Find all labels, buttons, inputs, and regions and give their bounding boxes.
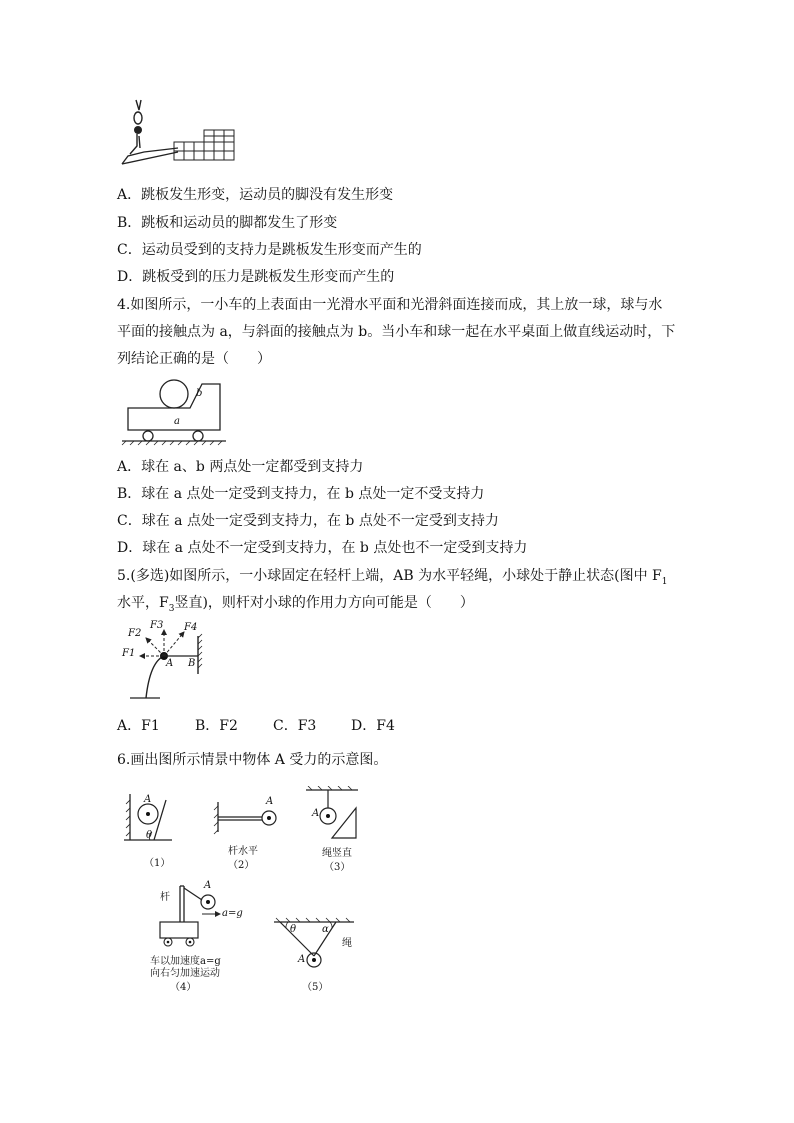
point-b-label: B [188, 658, 196, 669]
f3-label: F3 [150, 620, 164, 631]
fig3-label-a: A [312, 808, 320, 819]
q6-stem: 6.画出图所示情景中物体 A 受力的示意图。 [117, 752, 388, 768]
q5-option-a: A．F1 [117, 718, 160, 734]
q6-figure-1 [120, 790, 176, 869]
q6-figure-5 [272, 916, 356, 993]
q3-option-d: D．跳板受到的压力是跳板发生形变而产生的 [117, 269, 395, 285]
q6-figure-2 [208, 796, 288, 871]
fig4-note-line2: 向右匀加速运动 [150, 968, 220, 979]
fig5-label-theta: θ [290, 924, 297, 935]
q5-stem-line2: 水平，$F_3$竖直)，则杆对小球的作用力方向可能是（ ） [117, 595, 474, 614]
q4-option-a: A．球在 a、b 两点处一定都受到支持力 [117, 459, 364, 475]
fig3-note: 绳竖直 [322, 848, 352, 859]
diving-board-figure [118, 96, 238, 176]
fig1-caption: （1） [144, 858, 171, 869]
fig4-note-line1: 车以加速度a=g [150, 956, 221, 967]
fig1-label-theta: θ [146, 830, 153, 841]
f2-label: F2 [128, 628, 142, 639]
fig5-caption: （5） [302, 982, 329, 993]
fig4-caption: （4） [170, 982, 197, 993]
fig2-note: 杆水平 [228, 846, 258, 857]
rod-ball-forces-figure [120, 618, 215, 706]
f4-label: F4 [184, 622, 198, 633]
q4-option-d: D．球在 a 点处不一定受到支持力，在 b 点处也不一定受到支持力 [117, 540, 528, 556]
fig1-label-a: A [144, 794, 152, 805]
fig5-rope-label: 绳 [342, 938, 352, 949]
q5-option-c: C．F3 [273, 718, 317, 734]
fig5-label-alpha: α [322, 924, 329, 935]
fig4-accel-label: a=g [222, 908, 243, 919]
q4-stem-line2: 平面的接触点为 a，与斜面的接触点为 b。当小车和球一起在水平桌面上做直线运动时，下 [117, 324, 676, 340]
q6-figure-3 [302, 786, 362, 873]
point-a-label: a [174, 416, 180, 427]
fig5-label-a: A [298, 954, 306, 965]
q4-stem-line1: 4.如图所示，一小车的上表面由一光滑水平面和光滑斜面连接而成，其上放一球，球与水 [117, 297, 663, 313]
q5-option-b: B．F2 [195, 718, 238, 734]
q4-option-b: B．球在 a 点处一定受到支持力，在 b 点处一定不受支持力 [117, 486, 485, 502]
f1-label: F1 [122, 648, 136, 659]
cart-ball-figure [120, 374, 230, 446]
point-a-label: A [166, 658, 174, 669]
q3-option-c: C．运动员受到的支持力是跳板发生形变而产生的 [117, 242, 422, 258]
fig2-label-a: A [266, 796, 274, 807]
q5-stem-line1: 5.(多选)如图所示，一小球固定在轻杆上端，AB 为水平轻绳，小球处于静止状态(图中 $F_1$ [117, 568, 668, 587]
fig4-rod-label: 杆 [160, 892, 170, 903]
q4-option-c: C．球在 a 点处一定受到支持力，在 b 点处不一定受到支持力 [117, 513, 499, 529]
q6-figure-4 [140, 878, 243, 993]
q5-option-d: D．F4 [351, 718, 395, 734]
fig4-label-a: A [204, 880, 212, 891]
q3-option-b: B．跳板和运动员的脚都发生了形变 [117, 215, 338, 231]
point-b-label: b [196, 388, 203, 399]
q5-options [117, 717, 429, 735]
q3-option-a: A．跳板发生形变，运动员的脚没有发生形变 [117, 187, 394, 203]
fig3-caption: （3） [324, 862, 351, 873]
q4-stem-line3: 列结论正确的是（ ） [117, 351, 271, 367]
fig2-caption: （2） [228, 860, 255, 871]
